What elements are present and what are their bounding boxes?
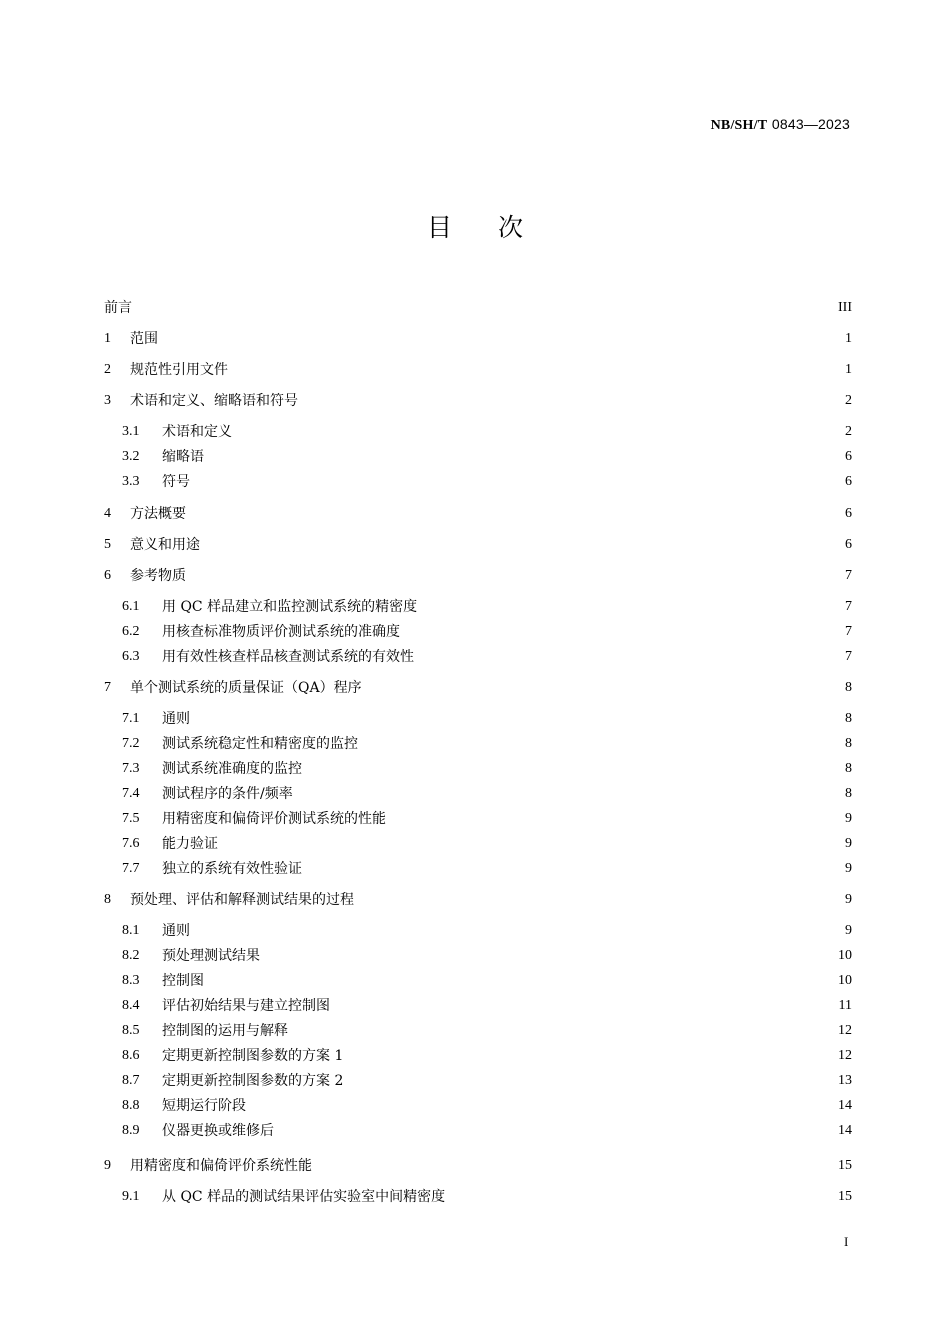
toc-entry-page: 12 bbox=[838, 1023, 852, 1038]
toc-entry[interactable] bbox=[104, 389, 852, 413]
toc-entry-page: 7 bbox=[845, 649, 852, 664]
toc-entry-number: 8.5 bbox=[122, 1023, 140, 1038]
toc-entry[interactable] bbox=[122, 620, 852, 644]
toc-entry-label: 通则 bbox=[162, 923, 190, 939]
toc-dot-leader bbox=[304, 857, 843, 881]
toc-entry-number: 8 bbox=[104, 892, 111, 907]
toc-entry-number: 7.4 bbox=[122, 786, 140, 801]
toc-entry[interactable] bbox=[122, 919, 852, 943]
toc-entry-page: 7 bbox=[845, 568, 852, 583]
toc-entry[interactable] bbox=[122, 1044, 852, 1068]
toc-dot-leader bbox=[304, 757, 843, 781]
toc-entry-label: 通则 bbox=[162, 711, 190, 727]
toc-entry-page: III bbox=[838, 300, 852, 315]
toc-dot-leader bbox=[360, 732, 843, 756]
toc-entry-page: 9 bbox=[845, 811, 852, 826]
toc-entry-number: 8.6 bbox=[122, 1048, 140, 1063]
toc-entry-label: 单个测试系统的质量保证（QA）程序 bbox=[130, 680, 362, 696]
page-number: I bbox=[844, 1234, 849, 1249]
toc-dot-leader bbox=[419, 595, 843, 619]
toc-entry[interactable] bbox=[122, 1069, 852, 1093]
toc-entry-number: 8.3 bbox=[122, 973, 140, 988]
toc-dot-leader bbox=[402, 620, 843, 644]
toc-entry[interactable] bbox=[122, 807, 852, 831]
toc-entry[interactable] bbox=[122, 832, 852, 856]
toc-entry-number: 7.2 bbox=[122, 736, 140, 751]
toc-entry-number: 3.3 bbox=[122, 474, 140, 489]
toc-entry[interactable] bbox=[122, 732, 852, 756]
toc-entry-page: 8 bbox=[845, 736, 852, 751]
toc-entry-label: 测试程序的条件/频率 bbox=[162, 786, 293, 802]
toc-entry-page: 8 bbox=[845, 711, 852, 726]
toc-entry-label: 符号 bbox=[162, 474, 190, 490]
toc-dot-leader bbox=[134, 296, 836, 320]
toc-entry[interactable] bbox=[122, 969, 852, 993]
toc-entry-number: 7.1 bbox=[122, 711, 140, 726]
toc-entry-label: 术语和定义 bbox=[162, 424, 232, 440]
toc-entry-number: 9.1 bbox=[122, 1189, 140, 1204]
toc-entry-number: 8.4 bbox=[122, 998, 140, 1013]
toc-dot-leader bbox=[206, 969, 836, 993]
toc-entry-number: 7.6 bbox=[122, 836, 140, 851]
toc-entry-page: 6 bbox=[845, 537, 852, 552]
toc-entry[interactable] bbox=[122, 645, 852, 669]
toc-entry-label: 仪器更换或维修后 bbox=[162, 1123, 274, 1139]
toc-entry-page: 9 bbox=[845, 923, 852, 938]
toc-entry-label: 用精密度和偏倚评价测试系统的性能 bbox=[162, 811, 386, 827]
page-title-part2: 次 bbox=[498, 213, 524, 242]
toc-entry-number: 9 bbox=[104, 1158, 111, 1173]
toc-entry[interactable] bbox=[104, 533, 852, 557]
toc-entry-page: 2 bbox=[845, 424, 852, 439]
toc-entry-number: 4 bbox=[104, 506, 111, 521]
toc-entry-number: 8.9 bbox=[122, 1123, 140, 1138]
toc-dot-leader bbox=[262, 944, 836, 968]
page-title-part1: 目 bbox=[426, 213, 452, 242]
toc-entry-page: 6 bbox=[845, 474, 852, 489]
toc-entry-label: 用有效性核查样品核查测试系统的有效性 bbox=[162, 649, 414, 665]
toc-entry[interactable] bbox=[122, 857, 852, 881]
toc-dot-leader bbox=[345, 1069, 836, 1093]
toc-dot-leader bbox=[188, 502, 843, 526]
toc-entry-label: 预处理测试结果 bbox=[162, 948, 260, 964]
toc-entry-label: 方法概要 bbox=[130, 506, 186, 522]
toc-dot-leader bbox=[192, 470, 843, 494]
toc-entry-page: 14 bbox=[838, 1123, 852, 1138]
toc-entry[interactable] bbox=[104, 502, 852, 526]
toc-dot-leader bbox=[295, 782, 843, 806]
toc-dot-leader bbox=[300, 389, 843, 413]
toc-entry-number: 8.7 bbox=[122, 1073, 140, 1088]
toc-entry[interactable] bbox=[122, 757, 852, 781]
toc-entry-number: 7.5 bbox=[122, 811, 140, 826]
toc-entry[interactable] bbox=[122, 1119, 852, 1143]
toc-entry-page: 2 bbox=[845, 393, 852, 408]
toc-entry-label: 范围 bbox=[130, 331, 158, 347]
toc-entry-label: 测试系统稳定性和精密度的监控 bbox=[162, 736, 358, 752]
toc-dot-leader bbox=[192, 919, 843, 943]
toc-entry-number: 2 bbox=[104, 362, 111, 377]
toc-dot-leader bbox=[290, 1019, 836, 1043]
toc-entry-number: 6.1 bbox=[122, 599, 140, 614]
toc-entry-label: 从 QC 样品的测试结果评估实验室中间精密度 bbox=[162, 1189, 446, 1205]
toc-dot-leader bbox=[356, 888, 843, 912]
toc-entry-number: 5 bbox=[104, 537, 111, 552]
toc-entry-number: 6 bbox=[104, 568, 111, 583]
toc-entry[interactable] bbox=[122, 1185, 852, 1209]
toc-entry-number: 8.2 bbox=[122, 948, 140, 963]
toc-dot-leader bbox=[447, 1185, 836, 1209]
toc-entry-label: 定期更新控制图参数的方案 1 bbox=[162, 1048, 344, 1064]
toc-entry[interactable] bbox=[122, 707, 852, 731]
toc-dot-leader bbox=[276, 1119, 836, 1143]
toc-entry[interactable] bbox=[122, 445, 852, 469]
toc-entry-label: 意义和用途 bbox=[130, 537, 200, 553]
toc-entry-label: 控制图 bbox=[162, 973, 204, 989]
toc-entry[interactable] bbox=[104, 888, 852, 912]
toc-entry-label: 用 QC 样品建立和监控测试系统的精密度 bbox=[162, 599, 418, 615]
toc-entry[interactable] bbox=[122, 1094, 852, 1118]
toc-dot-leader bbox=[160, 327, 843, 351]
standard-code bbox=[711, 116, 850, 134]
toc-dot-leader bbox=[188, 564, 843, 588]
toc-entry-page: 8 bbox=[845, 680, 852, 695]
toc-dot-leader bbox=[230, 358, 843, 382]
toc-dot-leader bbox=[234, 420, 843, 444]
toc-entry-number: 6.2 bbox=[122, 624, 140, 639]
toc-dot-leader bbox=[206, 445, 843, 469]
toc-entry[interactable] bbox=[104, 327, 852, 351]
toc-entry-number: 7.7 bbox=[122, 861, 140, 876]
toc-entry-label: 用核查标准物质评价测试系统的准确度 bbox=[162, 624, 400, 640]
toc-entry[interactable] bbox=[122, 944, 852, 968]
toc-entry-page: 6 bbox=[845, 449, 852, 464]
toc-entry-label: 定期更新控制图参数的方案 2 bbox=[162, 1073, 344, 1089]
toc-dot-leader bbox=[248, 1094, 836, 1118]
toc-entry-page: 1 bbox=[845, 362, 852, 377]
standard-code-number: 0843—2023 bbox=[771, 116, 850, 132]
toc-dot-leader bbox=[314, 1154, 836, 1178]
page-title bbox=[0, 208, 950, 244]
toc-entry-page: 1 bbox=[845, 331, 852, 346]
toc-entry-label: 独立的系统有效性验证 bbox=[162, 861, 302, 877]
toc-entry-number: 8.8 bbox=[122, 1098, 140, 1113]
toc-entry-label: 短期运行阶段 bbox=[162, 1098, 246, 1114]
toc-entry-label: 预处理、评估和解释测试结果的过程 bbox=[130, 892, 354, 908]
toc-entry[interactable] bbox=[104, 296, 852, 320]
toc-entry-page: 15 bbox=[838, 1158, 852, 1173]
toc-entry-number: 6.3 bbox=[122, 649, 140, 664]
toc-entry-label: 参考物质 bbox=[130, 568, 186, 584]
toc-dot-leader bbox=[220, 832, 843, 856]
toc-entry[interactable] bbox=[122, 994, 852, 1018]
toc-entry-page: 10 bbox=[838, 973, 852, 988]
toc-dot-leader bbox=[388, 807, 843, 831]
toc-entry-number: 7 bbox=[104, 680, 111, 695]
toc-entry[interactable] bbox=[122, 420, 852, 444]
toc-entry-number: 3 bbox=[104, 393, 111, 408]
toc-entry-page: 8 bbox=[845, 761, 852, 776]
toc-entry-page: 14 bbox=[838, 1098, 852, 1113]
toc-entry-number: 7.3 bbox=[122, 761, 140, 776]
toc-entry-page: 8 bbox=[845, 786, 852, 801]
toc-entry-label: 测试系统准确度的监控 bbox=[162, 761, 302, 777]
toc-dot-leader bbox=[332, 994, 837, 1018]
toc-entry-label: 前言 bbox=[104, 300, 132, 316]
toc-entry[interactable] bbox=[104, 676, 852, 700]
toc-entry[interactable] bbox=[104, 358, 852, 382]
toc-entry[interactable] bbox=[104, 564, 852, 588]
toc-entry-page: 13 bbox=[838, 1073, 852, 1088]
toc-entry-label: 缩略语 bbox=[162, 449, 204, 465]
toc-entry-number: 3.2 bbox=[122, 449, 140, 464]
toc-entry-page: 9 bbox=[845, 892, 852, 907]
toc-entry-page: 15 bbox=[838, 1189, 852, 1204]
toc-dot-leader bbox=[202, 533, 843, 557]
toc-dot-leader bbox=[345, 1044, 836, 1068]
toc-entry[interactable] bbox=[122, 595, 852, 619]
toc-entry-number: 1 bbox=[104, 331, 111, 346]
toc-entry-label: 能力验证 bbox=[162, 836, 218, 852]
toc-entry[interactable] bbox=[104, 1154, 852, 1178]
toc-entry-page: 6 bbox=[845, 506, 852, 521]
toc-dot-leader bbox=[364, 676, 843, 700]
toc-entry-page: 7 bbox=[845, 624, 852, 639]
toc-entry-label: 用精密度和偏倚评价系统性能 bbox=[130, 1158, 312, 1174]
toc-entry-label: 术语和定义、缩略语和符号 bbox=[130, 393, 298, 409]
toc-entry-number: 3.1 bbox=[122, 424, 140, 439]
toc-entry-page: 7 bbox=[845, 599, 852, 614]
toc-entry-page: 11 bbox=[838, 998, 852, 1013]
toc-dot-leader bbox=[416, 645, 843, 669]
standard-code-prefix: NB/SH/T bbox=[710, 118, 768, 133]
toc-entry-label: 评估初始结果与建立控制图 bbox=[162, 998, 330, 1014]
toc-entry-page: 9 bbox=[845, 836, 852, 851]
toc-entry[interactable] bbox=[122, 470, 852, 494]
toc-entry[interactable] bbox=[122, 1019, 852, 1043]
toc-entry-label: 控制图的运用与解释 bbox=[162, 1023, 288, 1039]
toc-entry-page: 12 bbox=[838, 1048, 852, 1063]
toc-entry-page: 10 bbox=[838, 948, 852, 963]
toc-dot-leader bbox=[192, 707, 843, 731]
toc-entry-page: 9 bbox=[845, 861, 852, 876]
toc-entry[interactable] bbox=[122, 782, 852, 806]
toc-entry-label: 规范性引用文件 bbox=[130, 362, 228, 378]
toc-entry-number: 8.1 bbox=[122, 923, 140, 938]
